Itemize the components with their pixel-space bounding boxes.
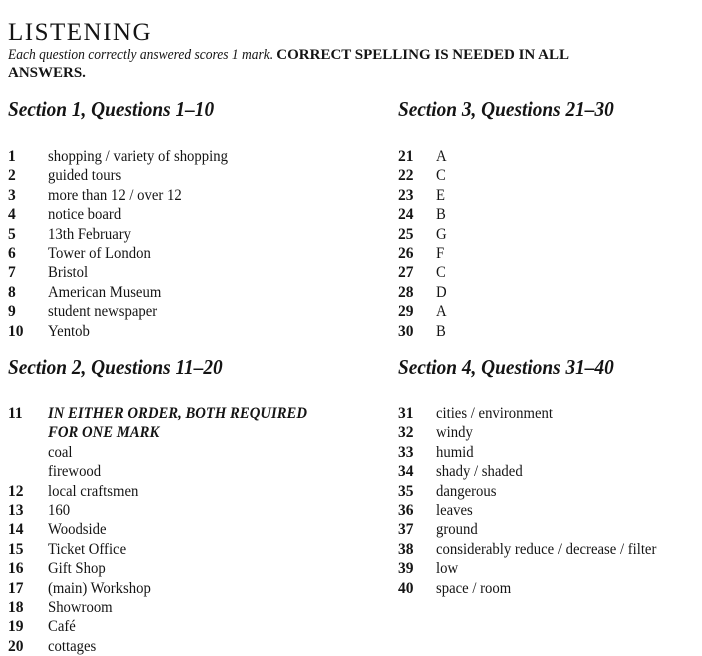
answer-row	[398, 166, 633, 185]
question-number: 22	[398, 167, 414, 185]
answer-text: Yentob	[48, 322, 90, 340]
answer-row	[8, 225, 237, 244]
question-number: 34	[398, 463, 414, 481]
instructions	[8, 46, 702, 82]
instructions-bold-cont: ANSWERS.	[8, 65, 86, 81]
answer-text: guided tours	[48, 167, 122, 185]
question-number: 4	[8, 206, 16, 224]
answer-text: shady / shaded	[436, 463, 523, 481]
answer-row	[398, 559, 668, 578]
question-number: 30	[398, 322, 414, 340]
section-4	[398, 355, 668, 598]
answer-row	[8, 404, 321, 423]
question-number: 14	[8, 521, 24, 539]
answer-text: Showroom	[48, 598, 113, 616]
answer-row	[398, 225, 633, 244]
answer-text: cottages	[48, 637, 97, 655]
answer-row	[398, 501, 668, 520]
answer-row	[8, 462, 321, 481]
section-3	[398, 97, 633, 341]
answer-text: dangerous	[436, 482, 497, 500]
answer-row	[8, 501, 321, 520]
question-number: 6	[8, 244, 16, 262]
question-number: 1	[8, 148, 16, 165]
question-number: 18	[8, 598, 24, 616]
answer-row	[398, 404, 668, 423]
question-number: 33	[398, 443, 414, 461]
question-number: 13	[8, 501, 24, 519]
answer-text: D	[436, 283, 447, 301]
question-number: 39	[398, 560, 414, 578]
answer-row	[8, 598, 321, 617]
answer-row	[8, 482, 321, 501]
answer-row	[8, 244, 237, 263]
answer-text: space / room	[436, 579, 512, 597]
answer-text: student newspaper	[48, 303, 158, 321]
question-number: 9	[8, 303, 16, 321]
question-number: 26	[398, 244, 414, 262]
section-2	[8, 355, 321, 656]
question-number	[8, 462, 48, 481]
answer-text: ground	[436, 521, 478, 539]
answer-row	[8, 423, 321, 442]
answer-text: Woodside	[48, 521, 107, 539]
answer-row	[8, 520, 321, 539]
answer-row	[8, 147, 237, 166]
section-heading: Section 1, Questions 1–10	[8, 97, 215, 121]
section-1	[8, 97, 237, 341]
question-number: 23	[398, 186, 414, 204]
answer-row	[8, 186, 237, 205]
section-heading: Section 2, Questions 11–20	[8, 355, 223, 379]
answer-row	[8, 283, 237, 302]
answer-text: E	[436, 186, 445, 204]
answer-text: Bristol	[48, 264, 89, 282]
question-number: 8	[8, 283, 16, 301]
answer-row	[398, 443, 668, 462]
question-number: 17	[8, 579, 24, 597]
answer-text: G	[436, 225, 447, 243]
answer-row	[398, 322, 633, 341]
answer-text: shopping / variety of shopping	[48, 148, 228, 165]
answer-text: windy	[436, 424, 473, 442]
question-number: 7	[8, 264, 16, 282]
question-number: 24	[398, 206, 414, 224]
answer-row	[398, 482, 668, 501]
answer-row	[8, 637, 321, 656]
answer-text: 160	[48, 501, 71, 519]
answer-row	[8, 540, 321, 559]
question-number: 3	[8, 186, 16, 204]
answer-note: IN EITHER ORDER, BOTH REQUIRED	[48, 405, 307, 422]
answer-row	[398, 147, 633, 166]
answer-row	[8, 205, 237, 224]
answer-text: 13th February	[48, 225, 132, 243]
answer-text: Ticket Office	[48, 540, 127, 558]
answer-text: Café	[48, 618, 76, 636]
answer-row	[398, 579, 668, 598]
answer-row	[8, 579, 321, 598]
answer-text: coal	[48, 443, 73, 461]
answer-text: leaves	[436, 501, 473, 519]
question-number: 5	[8, 225, 16, 243]
answer-row	[398, 302, 633, 321]
question-number: 15	[8, 540, 24, 558]
answer-text: B	[436, 206, 446, 224]
answer-row	[8, 443, 321, 462]
answer-row	[398, 423, 668, 442]
answer-text: considerably reduce / decrease / filter	[436, 540, 657, 558]
question-number: 37	[398, 521, 414, 539]
question-number: 32	[398, 424, 414, 442]
question-number: 25	[398, 225, 414, 243]
answer-row	[398, 244, 633, 263]
answer-text: Tower of London	[48, 244, 151, 262]
answer-row	[398, 283, 633, 302]
question-number: 21	[398, 148, 414, 165]
answer-row	[8, 617, 321, 636]
answer-row	[398, 205, 633, 224]
answer-text: C	[436, 264, 446, 282]
question-number: 11	[8, 405, 23, 422]
answer-row	[398, 186, 633, 205]
answer-text: American Museum	[48, 283, 162, 301]
question-number: 31	[398, 405, 414, 422]
question-number: 10	[8, 322, 24, 340]
answer-row	[398, 520, 668, 539]
section-heading: Section 4, Questions 31–40	[398, 355, 614, 379]
answer-row	[8, 263, 237, 282]
answer-row	[8, 166, 237, 185]
question-number: 12	[8, 482, 24, 500]
section-heading: Section 3, Questions 21–30	[398, 97, 614, 121]
answer-text: notice board	[48, 206, 122, 224]
answer-text: more than 12 / over 12	[48, 186, 182, 204]
answer-row	[398, 462, 668, 481]
answer-text: A	[436, 148, 447, 165]
answer-row	[8, 302, 237, 321]
answer-note: FOR ONE MARK	[48, 424, 160, 442]
question-number: 20	[8, 637, 24, 655]
answer-text: A	[436, 303, 447, 321]
answer-row	[8, 322, 237, 341]
question-number	[8, 423, 48, 442]
instructions-bold: CORRECT SPELLING IS NEEDED IN ALL	[276, 47, 570, 63]
question-number: 16	[8, 560, 24, 578]
question-number: 38	[398, 540, 414, 558]
answer-text: humid	[436, 443, 474, 461]
question-number: 19	[8, 618, 24, 636]
question-number	[8, 443, 48, 462]
question-number: 2	[8, 167, 16, 185]
answer-text: local craftsmen	[48, 482, 139, 500]
instructions-italic: Each question correctly answered scores 1 mark.	[8, 47, 274, 63]
answer-text: Gift Shop	[48, 560, 106, 578]
answer-row	[398, 540, 668, 559]
answer-text: B	[436, 322, 446, 340]
answer-row	[398, 263, 633, 282]
answer-text: firewood	[48, 463, 102, 481]
answer-text: F	[436, 244, 445, 262]
question-number: 29	[398, 303, 414, 321]
answer-text: cities / environment	[436, 405, 553, 422]
question-number: 27	[398, 264, 414, 282]
question-number: 36	[398, 501, 414, 519]
question-number: 35	[398, 482, 414, 500]
question-number: 40	[398, 579, 414, 597]
page-title: LISTENING	[8, 18, 153, 46]
answer-text: low	[436, 560, 459, 578]
answer-text: C	[436, 167, 446, 185]
question-number: 28	[398, 283, 414, 301]
answer-row	[8, 559, 321, 578]
answer-text: (main) Workshop	[48, 579, 151, 597]
